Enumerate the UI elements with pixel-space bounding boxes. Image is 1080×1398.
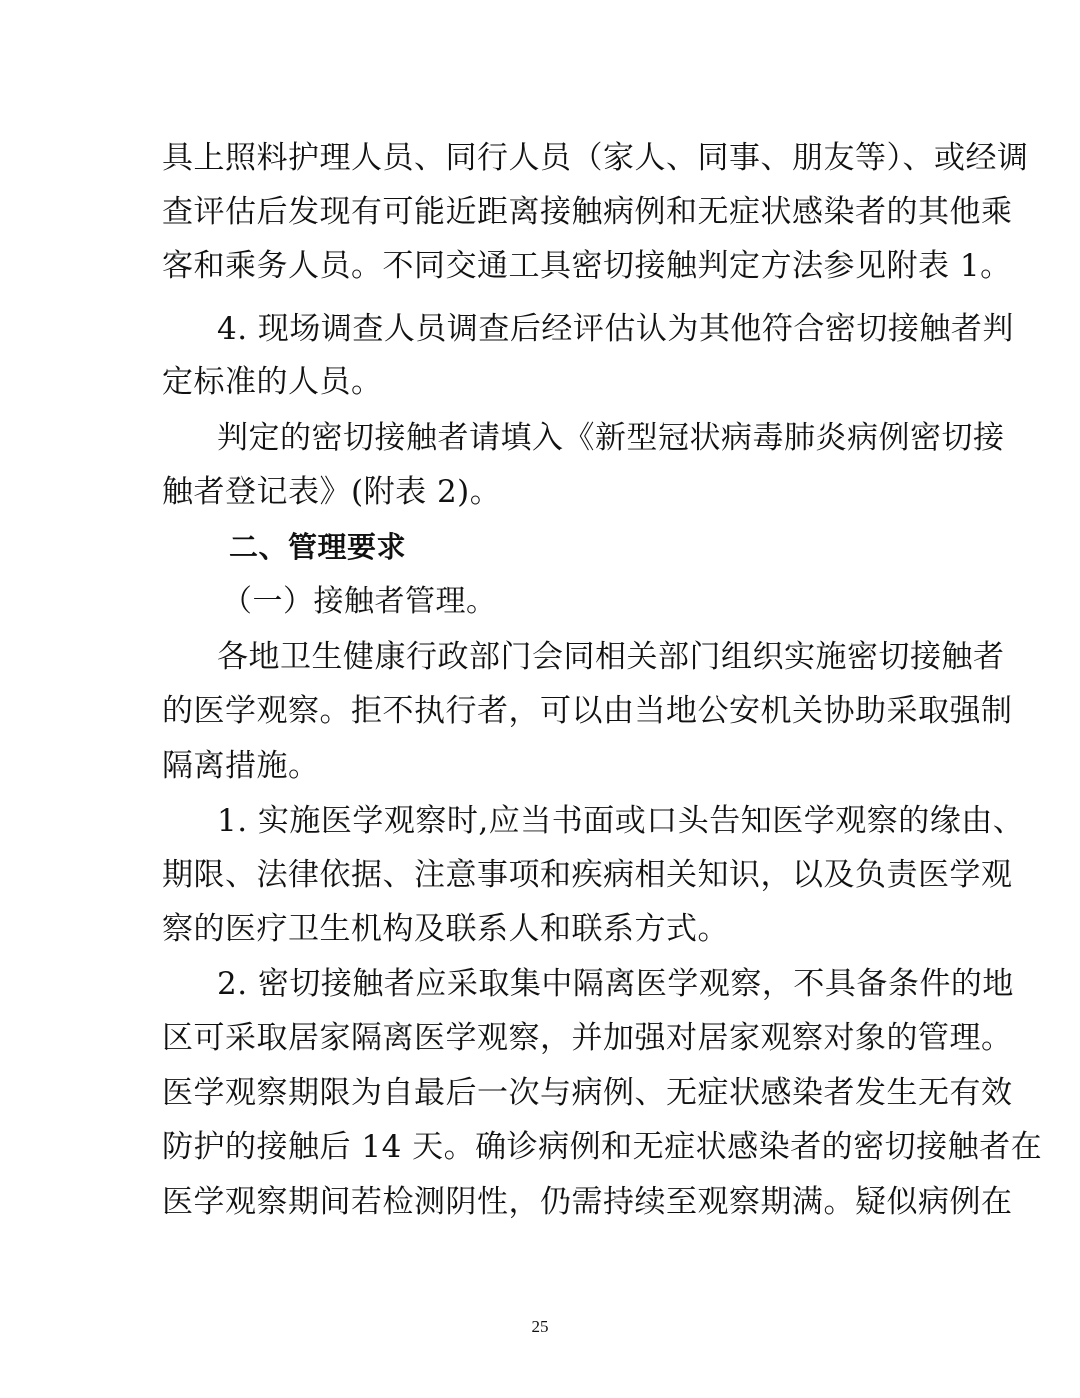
- body-text-line: 区可采取居家隔离医学观察，并加强对居家观察对象的管理。: [162, 1020, 1013, 1056]
- body-text-line: 隔离措施。: [162, 748, 320, 784]
- body-text-line: 判定的密切接触者请填入《新型冠状病毒肺炎病例密切接: [217, 420, 1005, 456]
- section-heading: 二、管理要求: [229, 530, 407, 564]
- body-text-line: 防护的接触后 14 天。确诊病例和无症状感染者的密切接触者在: [162, 1129, 1043, 1165]
- body-text-line: 触者登记表》(附表 2)。: [162, 474, 502, 510]
- body-text-line: 的医学观察。拒不执行者，可以由当地公安机关协助采取强制: [162, 693, 1013, 729]
- subsection-heading: （一）接触者管理。: [222, 584, 497, 619]
- body-text-line: 定标准的人员。: [162, 364, 383, 400]
- body-text-line: 2. 密切接触者应采取集中隔离医学观察，不具备条件的地: [217, 966, 1014, 1002]
- body-text-line: 查评估后发现有可能近距离接触病例和无症状感染者的其他乘: [162, 194, 1013, 230]
- body-text-line: 医学观察期限为自最后一次与病例、无症状感染者发生无有效: [162, 1075, 1013, 1111]
- body-text-line: 医学观察期间若检测阴性，仍需持续至观察期满。疑似病例在: [162, 1184, 1013, 1220]
- body-text-line: 客和乘务人员。不同交通工具密切接触判定方法参见附表 1。: [162, 248, 1012, 284]
- body-text-line: 4. 现场调查人员调查后经评估认为其他符合密切接触者判: [217, 311, 1014, 347]
- body-text-line: 期限、法律依据、注意事项和疾病相关知识，以及负责医学观: [162, 857, 1013, 893]
- page-number: 25: [531, 1317, 549, 1336]
- body-text-line: 具上照料护理人员、同行人员（家人、同事、朋友等）、或经调: [162, 140, 1029, 176]
- body-text-line: 察的医疗卫生机构及联系人和联系方式。: [162, 911, 729, 947]
- body-text-line: 1. 实施医学观察时,应当书面或口头告知医学观察的缘由、: [217, 803, 1025, 839]
- body-text-line: 各地卫生健康行政部门会同相关部门组织实施密切接触者: [217, 639, 1005, 675]
